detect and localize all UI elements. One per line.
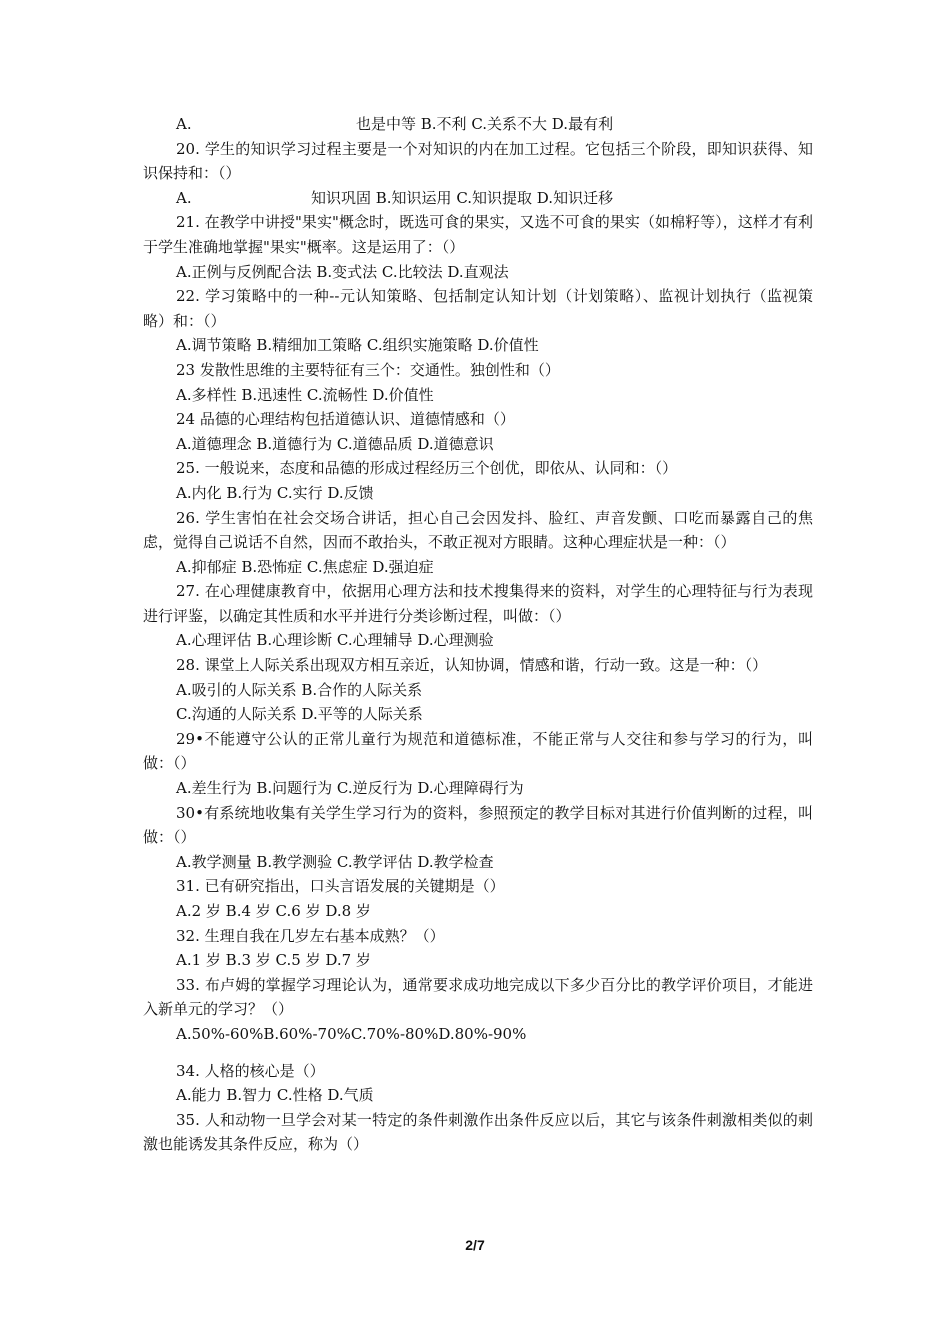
answer-options: A.抑郁症 B.恐怖症 C.焦虑症 D.强迫症: [176, 557, 434, 576]
option-label: A.: [176, 188, 192, 207]
answer-options: A.内化 B.行为 C.实行 D.反馈: [176, 483, 374, 502]
option-text: 也是中等 B.不利 C.关系不大 D.最有利: [356, 115, 614, 133]
page-number: 2/7: [465, 1237, 485, 1253]
question-text: 24 品德的心理结构包括道德认识、道德情感和（）: [176, 410, 515, 429]
question-text: 26. 学生害怕在社会交场合讲话，担心自己会因发抖、脸红、声音发颤、口吃而暴露自己的焦虑，觉得自己说话不自然，因而不敢抬头，不敢正视对方眼睛。这种心理症状是一种：（）: [143, 508, 813, 552]
question-text: 29•不能遵守公认的正常儿童行为规范和道德标准，不能正常与人交往和参与学习的行为，叫做：（）: [143, 729, 813, 773]
question-text: 35. 人和动物一旦学会对某一特定的条件刺激作出条件反应以后，其它与该条件刺激相类似的刺激也能诱发其条件反应，称为（）: [143, 1110, 813, 1154]
question-text: 32. 生理自我在几岁左右基本成熟？（）: [176, 926, 445, 945]
option-label: A.: [176, 115, 192, 133]
answer-options: A.吸引的人际关系 B.合作的人际关系: [176, 680, 423, 699]
question-text: 23 发散性思维的主要特征有三个：交通性。独创性和（）: [176, 360, 560, 379]
question-text: 25. 一般说来，态度和品德的形成过程经历三个创优，即依从、认同和：（）: [176, 459, 678, 478]
answer-options: [143, 186, 813, 211]
question-text: 20. 学生的知识学习过程主要是一个对知识的内在加工过程。它包括三个阶段，即知识获得、知识保持和：（）: [143, 139, 813, 183]
answer-options: A.调节策略 B.精细加工策略 C.组织实施策略 D.价值性: [176, 336, 539, 355]
answer-options: A.心理评估 B.心理诊断 C.心理辅导 D.心理测验: [176, 631, 494, 650]
answer-options: A.差生行为 B.问题行为 C.逆反行为 D.心理障碍行为: [176, 779, 524, 798]
question-text: 27. 在心理健康教育中，依据用心理方法和技术搜集得来的资料，对学生的心理特征与行为表现进行评鉴，以确定其性质和水平并进行分类诊断过程，叫做：（）: [143, 582, 813, 625]
question-text: 31. 已有研究指出，口头言语发展的关键期是（）: [176, 877, 505, 896]
page-content: [143, 112, 813, 1157]
answer-options: A.教学测量 B.教学测验 C.教学评估 D.教学检查: [176, 852, 494, 871]
question-text: 28. 课堂上人际关系出现双方相互亲近，认知协调，情感和谐，行动一致。这是一种：（）: [176, 656, 768, 675]
question-text: 34. 人格的核心是（）: [176, 1061, 325, 1080]
option-text: 知识巩固 B.知识运用 C.知识提取 D.知识迁移: [311, 188, 614, 207]
answer-options: C.沟通的人际关系 D.平等的人际关系: [176, 705, 423, 724]
answer-options: A.50%-60%B.60%-70%C.70%-80%D.80%-90%: [176, 1024, 527, 1043]
answer-options: A.能力 B.智力 C.性格 D.气质: [176, 1086, 374, 1105]
answer-options: A.2 岁 B.4 岁 C.6 岁 D.8 岁: [176, 902, 371, 920]
question-text: 33. 布卢姆的掌握学习理论认为，通常要求成功地完成以下多少百分比的教学评价项目，才能进入新单元的学习？（）: [143, 975, 813, 1019]
question-text: 22. 学习策略中的一种--元认知策略、包括制定认知计划（计划策略）、监视计划执行（监视策略）和：（）: [143, 287, 813, 330]
answer-options: A.正例与反例配合法 B.变式法 C.比较法 D.直观法: [176, 262, 509, 281]
answer-options: A.道德理念 B.道德行为 C.道德品质 D.道德意识: [176, 434, 494, 453]
question-text: 21. 在教学中讲授"果实"概念时，既选可食的果实，又选不可食的果实（如棉籽等），这样才有利于学生准确地掌握"果实"概率。这是运用了：（）: [143, 213, 813, 256]
answer-options: A.1 岁 B.3 岁 C.5 岁 D.7 岁: [176, 951, 371, 970]
question-text: 30•有系统地收集有关学生学习行为的资料，参照预定的教学目标对其进行价值判断的过程，叫做：（）: [143, 803, 813, 847]
answer-options: A.多样性 B.迅速性 C.流畅性 D.价值性: [176, 385, 434, 404]
answer-options: [143, 112, 813, 137]
